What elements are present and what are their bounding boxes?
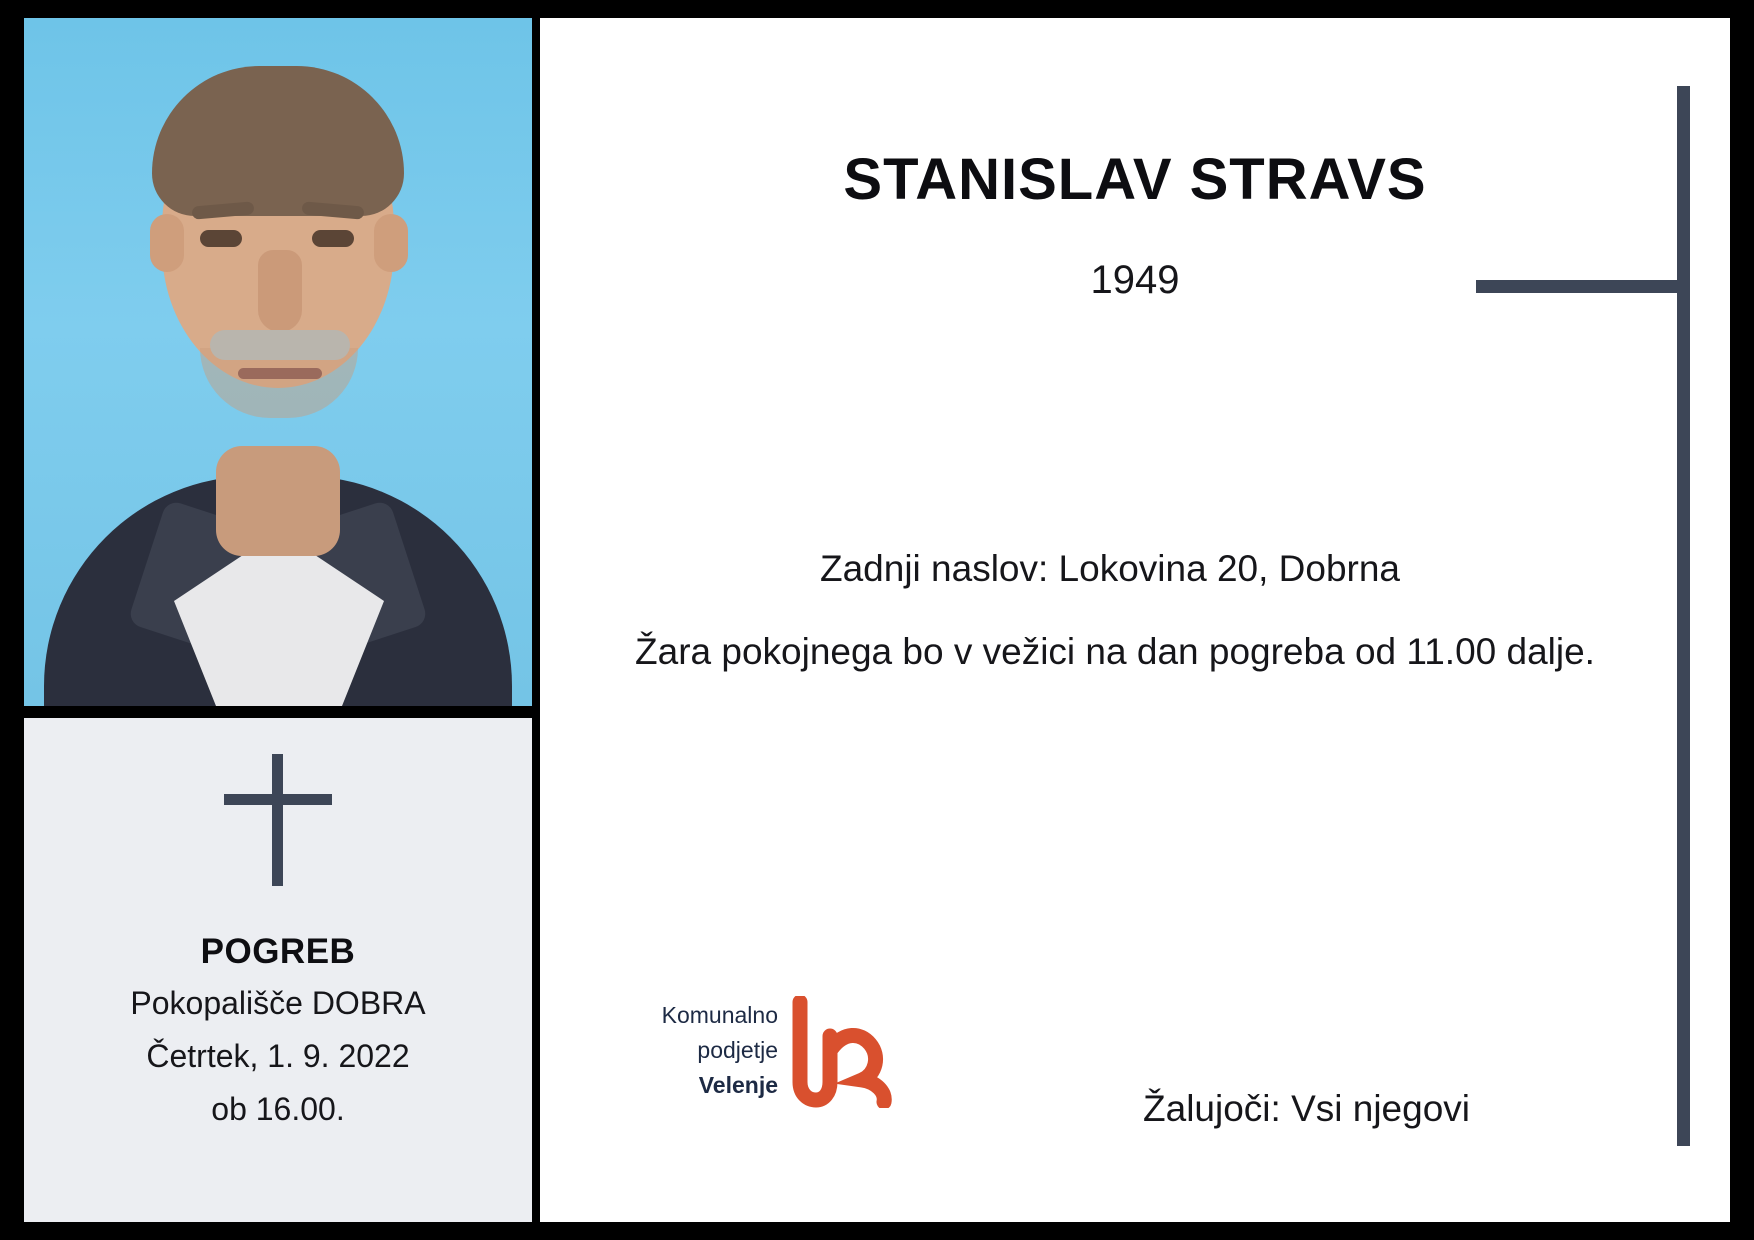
mourners-line: Žalujoči: Vsi njegovi bbox=[1143, 1088, 1470, 1129]
portrait-ear-left bbox=[150, 214, 184, 272]
portrait-mustache bbox=[210, 330, 350, 360]
deceased-name: STANISLAV STRAVS bbox=[843, 147, 1427, 212]
last-address: Zadnji naslov: Lokovina 20, Dobrna bbox=[819, 548, 1401, 589]
company-logo-text bbox=[588, 998, 778, 1103]
k-monogram-icon bbox=[788, 996, 898, 1108]
urn-note: Žara pokojnega bo v vežici na dan pogreba od 11.00 dalje. bbox=[635, 631, 1595, 672]
notice-card bbox=[540, 18, 1730, 1222]
funeral-details-panel bbox=[24, 718, 532, 1222]
portrait-nose bbox=[258, 250, 302, 332]
portrait-eye-left bbox=[200, 230, 242, 247]
portrait-photo bbox=[24, 18, 532, 706]
company-logo-line-1: Komunalno bbox=[661, 1002, 778, 1028]
funeral-date: Četrtek, 1. 9. 2022 bbox=[146, 1037, 410, 1074]
company-logo-line-2: podjetje bbox=[697, 1036, 778, 1063]
portrait-eye-right bbox=[312, 230, 354, 247]
cross-icon bbox=[218, 754, 338, 886]
portrait-hair bbox=[152, 66, 404, 216]
portrait-ear-right bbox=[374, 214, 408, 272]
cross-vertical-bar bbox=[1677, 86, 1690, 1146]
funeral-time: ob 16.00. bbox=[211, 1090, 345, 1127]
funeral-cemetery: Pokopališče DOBRA bbox=[130, 985, 426, 1021]
company-logo bbox=[588, 992, 928, 1122]
funeral-title: POGREB bbox=[200, 932, 356, 971]
cross-vertical-bar bbox=[272, 754, 283, 886]
portrait-neck bbox=[216, 446, 340, 556]
cross-icon bbox=[1476, 86, 1708, 1146]
cross-horizontal-bar bbox=[1476, 280, 1690, 293]
deceased-year: 1949 bbox=[1090, 258, 1180, 302]
company-logo-line-3: Velenje bbox=[698, 1071, 778, 1098]
portrait-mouth bbox=[238, 368, 322, 379]
portrait-frame bbox=[24, 18, 532, 706]
left-column bbox=[24, 18, 532, 1222]
